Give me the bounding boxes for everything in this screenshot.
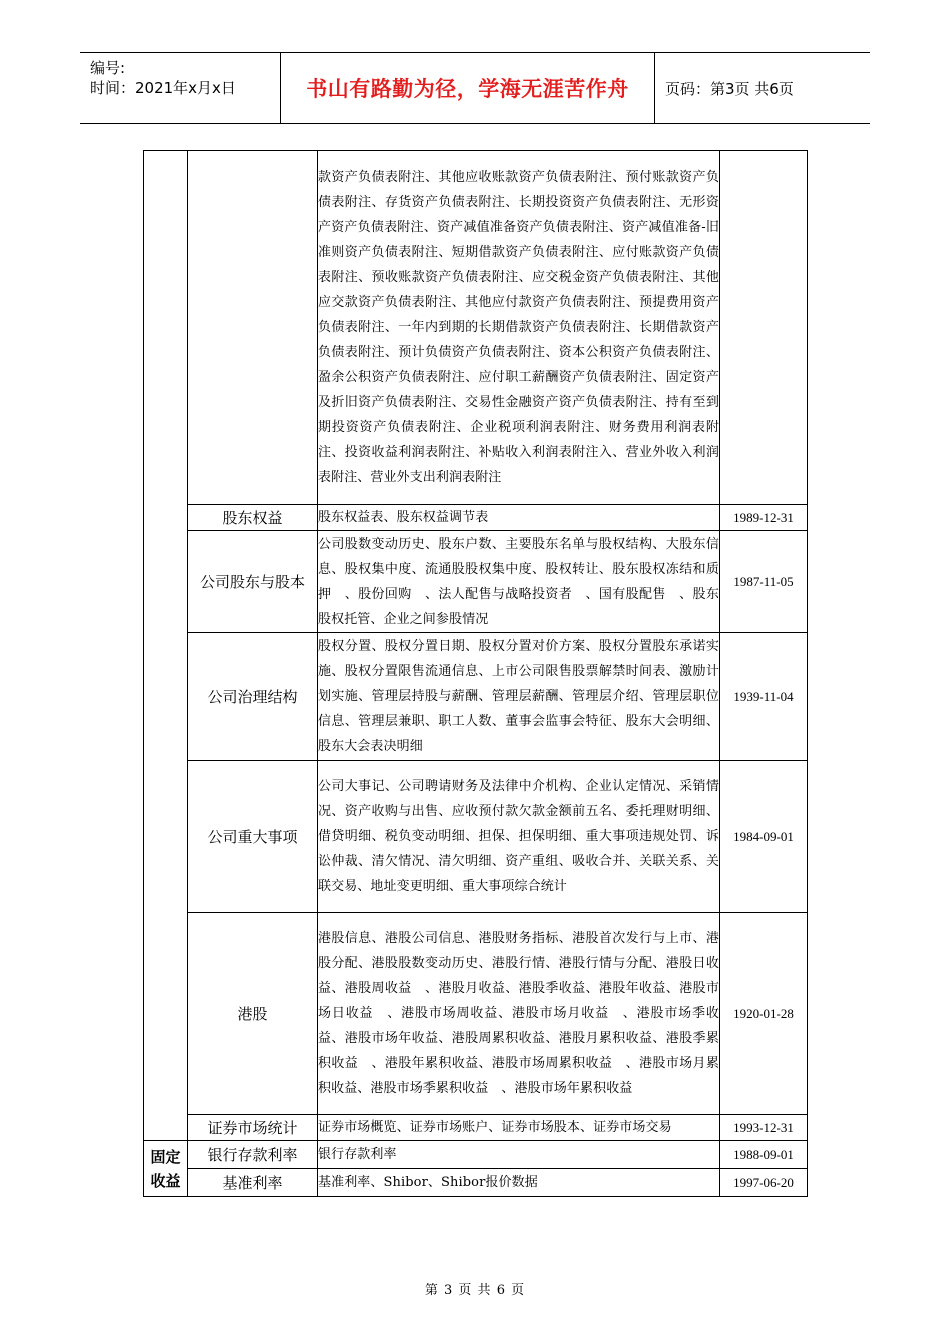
description-cell: 证券市场概览、证券市场账户、证券市场股本、证券市场交易 xyxy=(318,1115,720,1141)
description-cell: 公司大事记、公司聘请财务及法律中介机构、企业认定情况、采销情况、资产收购与出售、应收预付款欠款金额前五名、委托理财明细、借贷明细、税负变动明细、担保、担保明细、重大事项违规处罚、诉讼仲裁、清欠情况、清欠明细、资产重组、吸收合并、关联关系、关联交易、地址变更明细、重大事项综合统计 xyxy=(318,761,720,913)
subcategory-cell: 港股 xyxy=(188,913,318,1115)
data-table xyxy=(143,150,808,1197)
table-row xyxy=(144,761,808,913)
table-row xyxy=(144,913,808,1115)
date-cell: 1988-09-01 xyxy=(720,1141,808,1169)
date-cell: 1993-12-31 xyxy=(720,1115,808,1141)
date-cell-empty xyxy=(720,151,808,505)
date-cell: 1987-11-05 xyxy=(720,531,808,633)
subcategory-cell: 公司治理结构 xyxy=(188,633,318,761)
header-motto: 书山有路勤为径，学海无涯苦作舟 xyxy=(281,53,655,123)
subcategory-cell: 股东权益 xyxy=(188,505,318,531)
table-row xyxy=(144,505,808,531)
header-page-info: 页码：第3页 共6页 xyxy=(665,79,794,98)
date-cell: 1989-12-31 xyxy=(720,505,808,531)
date-cell: 1920-01-28 xyxy=(720,913,808,1115)
description-cell: 款资产负债表附注、其他应收账款资产负债表附注、预付账款资产负债表附注、存货资产负债表附注、长期投资资产负债表附注、无形资产资产负债表附注、资产减值准备资产负债表附注、资产减值准备-旧准则资产负债表附注、短期借款资产负债表附注、应付账款资产负债表附注、预收账款资产负债表附注、应交税金资产负债表附注、其他应交款资产负债表附注、其他应付款资产负债表附注、预提费用资产负债表附注、一年内到期的长期借款资产负债表附注、长期借款资产负债表附注、预计负债资产负债表附注、资本公积资产负债表附注、盈余公积资产负债表附注、应付职工薪酬资产负债表附注、固定资产及折旧资产负债表附注、交易性金融资产资产负债表附注、持有至到期投资资产负债表附注、企业税项利润表附注、财务费用利润表附注、投资收益利润表附注、补贴收入利润表附注入、营业外收入利润表附注、营业外支出利润表附注 xyxy=(318,151,720,505)
table-row xyxy=(144,531,808,633)
date-cell: 1939-11-04 xyxy=(720,633,808,761)
subcategory-cell: 基准利率 xyxy=(188,1169,318,1197)
subcategory-cell: 公司重大事项 xyxy=(188,761,318,913)
subcategory-cell-continued xyxy=(188,151,318,505)
description-cell: 股东权益表、股东权益调节表 xyxy=(318,505,720,531)
header-meta xyxy=(80,53,281,123)
description-cell: 银行存款利率 xyxy=(318,1141,720,1169)
table-row xyxy=(144,1115,808,1141)
subcategory-cell: 证券市场统计 xyxy=(188,1115,318,1141)
subcategory-cell: 公司股东与股本 xyxy=(188,531,318,633)
document-number-label: 编号: xyxy=(90,59,126,77)
table-row xyxy=(144,1141,808,1169)
page-header xyxy=(80,52,870,124)
category-cell-fixed-income: 固定收益 xyxy=(144,1141,188,1197)
date-cell: 1997-06-20 xyxy=(720,1169,808,1197)
category-cell-continued xyxy=(144,151,188,1141)
page-footer: 第 3 页 共 6 页 xyxy=(424,1283,526,1298)
subcategory-cell: 银行存款利率 xyxy=(188,1141,318,1169)
table-row xyxy=(144,633,808,761)
table-row xyxy=(144,151,808,505)
table-row xyxy=(144,1169,808,1197)
description-cell: 公司股数变动历史、股东户数、主要股东名单与股权结构、大股东信息、股权集中度、流通股股权集中度、股权转让、股东股权冻结和质押 、股份回购 、法人配售与战略投资者 、国有股配售 、股东股权托管、企业之间参股情况 xyxy=(318,531,720,633)
description-cell: 股权分置、股权分置日期、股权分置对价方案、股权分置股东承诺实施、股权分置限售流通信息、上市公司限售股票解禁时间表、激励计划实施、管理层持股与薪酬、管理层薪酬、管理层介绍、管理层职位信息、管理层兼职、职工人数、董事会监事会特征、股东大会明细、股东大会表决明细 xyxy=(318,633,720,761)
description-cell: 基准利率、Shibor、Shibor报价数据 xyxy=(318,1169,720,1197)
description-cell: 港股信息、港股公司信息、港股财务指标、港股首次发行与上市、港股分配、港股股数变动历史、港股行情、港股行情与分配、港股日收益、港股周收益 、港股月收益、港股季收益、港股年收益、港股市场日收益 、港股市场周收益、港股市场月收益 、港股市场季收益、港股市场年收益、港股周累积收益、港股月累积收益、港股季累积收益 、港股年累积收益、港股市场周累积收益 、港股市场月累积收益、港股市场季累积收益 、港股市场年累积收益 xyxy=(318,913,720,1115)
document-time-label: 时间：2021年x月x日 xyxy=(90,79,236,97)
date-cell: 1984-09-01 xyxy=(720,761,808,913)
